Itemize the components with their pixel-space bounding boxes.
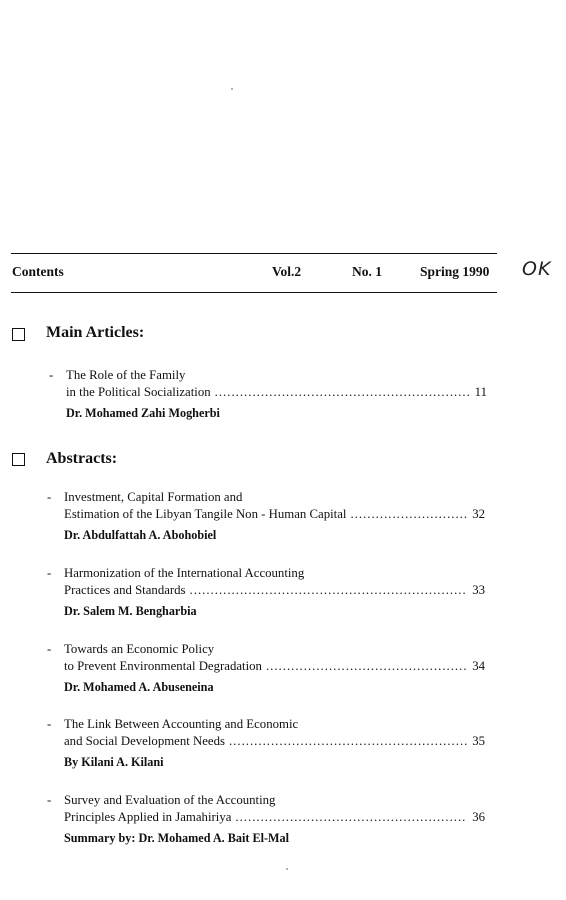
volume-label: Vol.2 bbox=[272, 264, 302, 279]
entry-title-line2-with-leader bbox=[64, 506, 485, 523]
contents-label: Contents bbox=[12, 264, 64, 279]
entry-dash: - bbox=[47, 793, 52, 807]
entry-page-number: 35 bbox=[472, 734, 485, 748]
entry-title-line2-with-leader bbox=[64, 582, 485, 599]
entry-title-line2: Practices and Standards bbox=[64, 583, 186, 597]
handwritten-ok-note: OK bbox=[522, 258, 552, 280]
dot-leader bbox=[229, 733, 467, 750]
scan-speck bbox=[231, 88, 233, 90]
issue-number-label: No. 1 bbox=[352, 264, 382, 279]
entry-author: Dr. Mohamed A. Abuseneina bbox=[64, 680, 214, 694]
entry-author: By Kilani A. Kilani bbox=[64, 755, 164, 769]
entry-title-line2-with-leader bbox=[64, 733, 485, 750]
entry-title-line2: Estimation of the Libyan Tangile Non - Human Capital bbox=[64, 507, 347, 521]
section-checkbox-icon bbox=[12, 328, 25, 341]
toc-entry bbox=[47, 565, 485, 620]
dot-leader bbox=[350, 506, 467, 523]
toc-entry bbox=[47, 716, 485, 771]
entry-title-line2: and Social Development Needs bbox=[64, 734, 225, 748]
toc-entry bbox=[49, 367, 487, 422]
section-title-abstracts: Abstracts: bbox=[46, 450, 118, 467]
entry-page-number: 34 bbox=[472, 659, 485, 673]
entry-title-line2-with-leader bbox=[64, 658, 485, 675]
section-title-main-articles: Main Articles: bbox=[46, 324, 145, 341]
entry-title-line2: to Prevent Environmental Degradation bbox=[64, 659, 262, 673]
entry-page-number: 36 bbox=[472, 810, 485, 824]
entry-page-number: 32 bbox=[472, 507, 485, 521]
issue-season-label: Spring 1990 bbox=[420, 264, 490, 279]
entry-title-line2-with-leader bbox=[66, 384, 487, 401]
entry-title-line2-with-leader bbox=[64, 809, 485, 826]
entry-author: Dr. Salem M. Bengharbia bbox=[64, 604, 197, 618]
entry-title-line1: Harmonization of the International Accounting bbox=[64, 566, 305, 580]
entry-title-line1: Survey and Evaluation of the Accounting bbox=[64, 793, 276, 807]
entry-title-line1: Towards an Economic Policy bbox=[64, 642, 215, 656]
entry-author: Dr. Mohamed Zahi Mogherbi bbox=[66, 406, 220, 420]
entry-title-line2: in the Political Socialization bbox=[66, 385, 211, 399]
section-checkbox-icon bbox=[12, 453, 25, 466]
entry-dash: - bbox=[49, 368, 54, 382]
entry-dash: - bbox=[47, 717, 52, 731]
entry-dash: - bbox=[47, 642, 52, 656]
entry-dash: - bbox=[47, 566, 52, 580]
dot-leader bbox=[215, 384, 469, 401]
entry-page-number: 33 bbox=[472, 583, 485, 597]
entry-title-line1: Investment, Capital Formation and bbox=[64, 490, 243, 504]
toc-entry bbox=[47, 489, 485, 544]
toc-entry bbox=[47, 792, 485, 847]
toc-entry bbox=[47, 641, 485, 696]
entry-title-line1: The Link Between Accounting and Economic bbox=[64, 717, 299, 731]
entry-author: Summary by: Dr. Mohamed A. Bait El-Mal bbox=[64, 831, 290, 845]
top-rule bbox=[11, 253, 497, 254]
entry-page-number: 11 bbox=[474, 385, 487, 399]
scan-speck bbox=[286, 868, 288, 870]
dot-leader bbox=[235, 809, 467, 826]
entry-author: Dr. Abdulfattah A. Abohobiel bbox=[64, 528, 217, 542]
entry-dash: - bbox=[47, 490, 52, 504]
entry-title-line2: Principles Applied in Jamahiriya bbox=[64, 810, 232, 824]
dot-leader bbox=[266, 658, 467, 675]
dot-leader bbox=[190, 582, 467, 599]
header-bottom-rule bbox=[11, 292, 497, 293]
entry-title-line1: The Role of the Family bbox=[66, 368, 186, 382]
